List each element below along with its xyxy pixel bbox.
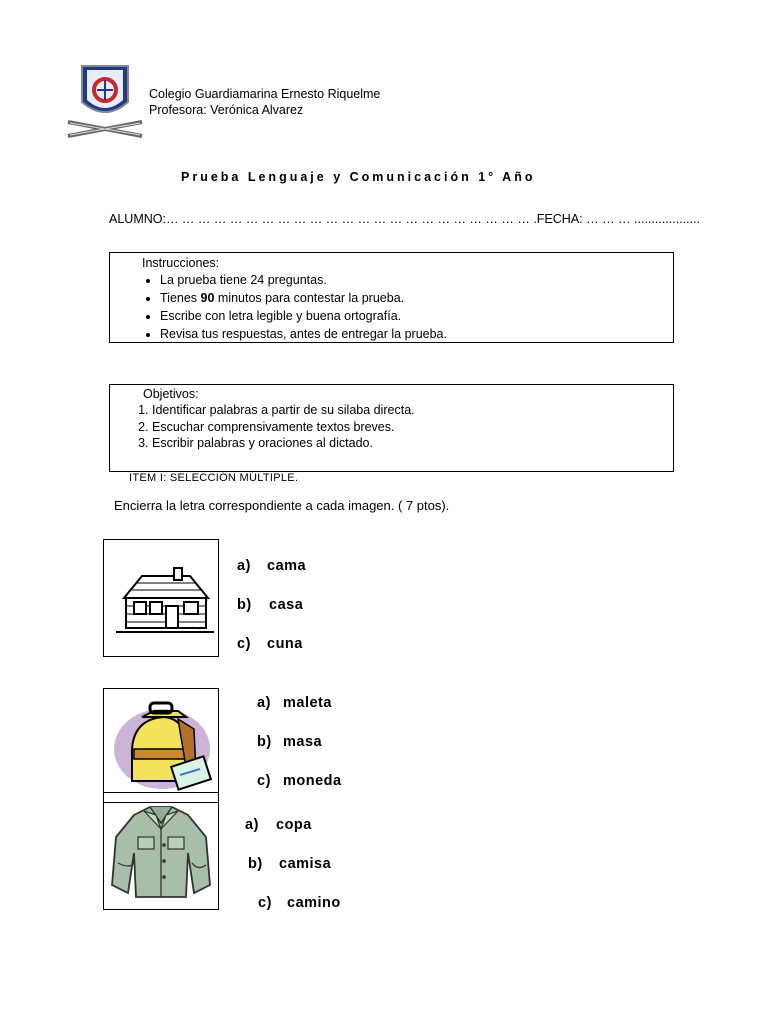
list-item: 2. Escuchar comprensivamente textos breves. [152,419,673,436]
list-item: 3. Escribir palabras y oraciones al dictado. [152,435,673,452]
option-c[interactable]: c) moneda [257,773,342,789]
list-item: • La prueba tiene 24 preguntas. [160,271,673,289]
option-b[interactable]: b) masa [257,734,323,750]
list-item: • Revisa tus respuestas, antes de entregar la prueba. [160,325,673,343]
shirt-icon [104,793,218,909]
instructions-list [110,271,673,343]
option-c[interactable]: c) camino [258,895,341,911]
item-instruction: Encierra la letra correspondiente a cada imagen. ( 7 ptos). [114,498,450,513]
student-date-line: ALUMNO:… … … … … … … … … … … … … … … … … … … … … … … .FECHA: … … … ................... [109,212,701,226]
suitcase-icon [104,689,218,802]
option-a[interactable]: a) cama [237,558,307,574]
question-2-options [257,684,342,801]
school-crest-icon [60,60,150,140]
option-a[interactable]: a) copa [245,817,312,833]
list-item: • Escribe con letra legible y buena ortografía. [160,307,673,325]
objectives-box [109,384,674,472]
objectives-list [110,402,673,452]
option-c[interactable]: c) cuna [237,636,303,652]
option-b[interactable]: b) camisa [248,856,332,872]
objectives-heading: Objetivos: [143,387,199,401]
question-image-suitcase [103,688,219,803]
option-a[interactable]: a) maleta [257,695,332,711]
question-image-shirt [103,792,219,910]
list-item: • Tienes 90 minutos para contestar la prueba. [160,289,673,307]
question-3-options [245,806,341,923]
teacher-name: Profesora: Verónica Alvarez [149,103,304,117]
school-name: Colegio Guardiamarina Ernesto Riquelme [149,87,381,101]
item-heading: ITEM I: SELECCIÓN MÚLTIPLE. [129,472,299,484]
question-1-options [237,547,306,664]
house-icon [104,540,218,656]
option-b[interactable]: b) casa [237,597,304,613]
list-item: 1. Identificar palabras a partir de su silaba directa. [152,402,673,419]
question-image-house [103,539,219,657]
instructions-box [109,252,674,343]
page-title: Prueba Lenguaje y Comunicación 1° Año [181,170,536,184]
school-logo [60,60,150,140]
instructions-heading: Instrucciones: [142,256,220,270]
